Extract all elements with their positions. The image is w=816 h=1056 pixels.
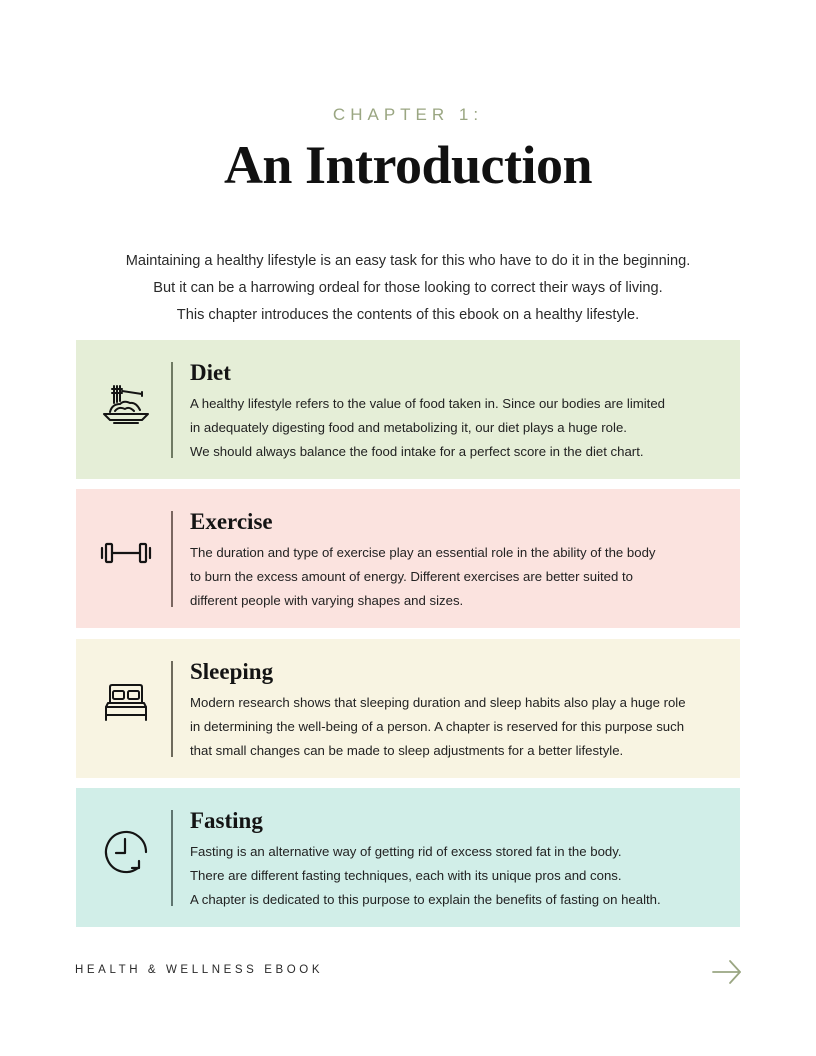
intro-line: Maintaining a healthy lifestyle is an easy task for this who have to do it in the beginning.	[125, 253, 691, 269]
section-divider	[171, 810, 173, 906]
arrow-right-icon	[711, 959, 743, 985]
noodle-bowl-icon	[98, 376, 154, 432]
section-line: We should always balance the food intake for a perfect score in the diet chart.	[190, 444, 644, 459]
section-card-diet	[76, 340, 740, 479]
section-line: that small changes can be made to sleep adjustments for a better lifestyle.	[190, 743, 624, 758]
section-card-fasting	[76, 788, 740, 927]
section-body	[190, 840, 730, 912]
section-divider	[171, 362, 173, 458]
intro-line: This chapter introduces the contents of this ebook on a healthy lifestyle.	[176, 307, 640, 323]
section-body	[190, 392, 730, 464]
section-body	[190, 541, 730, 613]
section-line: The duration and type of exercise play an essential role in the ability of the body	[190, 545, 656, 560]
chapter-label: CHAPTER 1:	[332, 105, 484, 124]
section-card-exercise	[76, 489, 740, 628]
section-body	[190, 691, 730, 763]
dumbbell-icon	[98, 525, 154, 581]
section-heading: Diet	[190, 360, 231, 385]
ebook-footer-label: HEALTH & WELLNESS EBOOK	[75, 964, 324, 976]
section-heading: Exercise	[190, 509, 273, 534]
next-page-button[interactable]	[711, 959, 743, 985]
intro-line: But it can be a harrowing ordeal for those looking to correct their ways of living.	[153, 280, 663, 296]
section-divider	[171, 661, 173, 757]
section-line: A chapter is dedicated to this purpose to explain the benefits of fasting on health.	[190, 892, 661, 907]
clock-refresh-icon	[98, 824, 154, 880]
section-line: in determining the well-being of a person. A chapter is reserved for this purpose such	[190, 719, 685, 734]
section-line: There are different fasting techniques, each with its unique pros and cons.	[190, 868, 622, 883]
intro-paragraph	[0, 248, 816, 329]
section-divider	[171, 511, 173, 607]
bed-icon	[98, 675, 154, 731]
section-line: to burn the excess amount of energy. Different exercises are better suited to	[190, 569, 633, 584]
section-line: Fasting is an alternative way of getting rid of excess stored fat in the body.	[190, 844, 622, 859]
page-title: An Introduction	[223, 135, 593, 195]
section-line: Modern research shows that sleeping duration and sleep habits also play a huge role	[190, 695, 686, 710]
section-line: A healthy lifestyle refers to the value of food taken in. Since our bodies are limited	[190, 396, 666, 411]
section-card-sleeping	[76, 639, 740, 778]
section-line: different people with varying shapes and sizes.	[190, 593, 464, 608]
section-heading: Sleeping	[190, 659, 274, 684]
section-line: in adequately digesting food and metabolizing it, our diet plays a huge role.	[190, 420, 627, 435]
section-heading: Fasting	[190, 808, 263, 833]
